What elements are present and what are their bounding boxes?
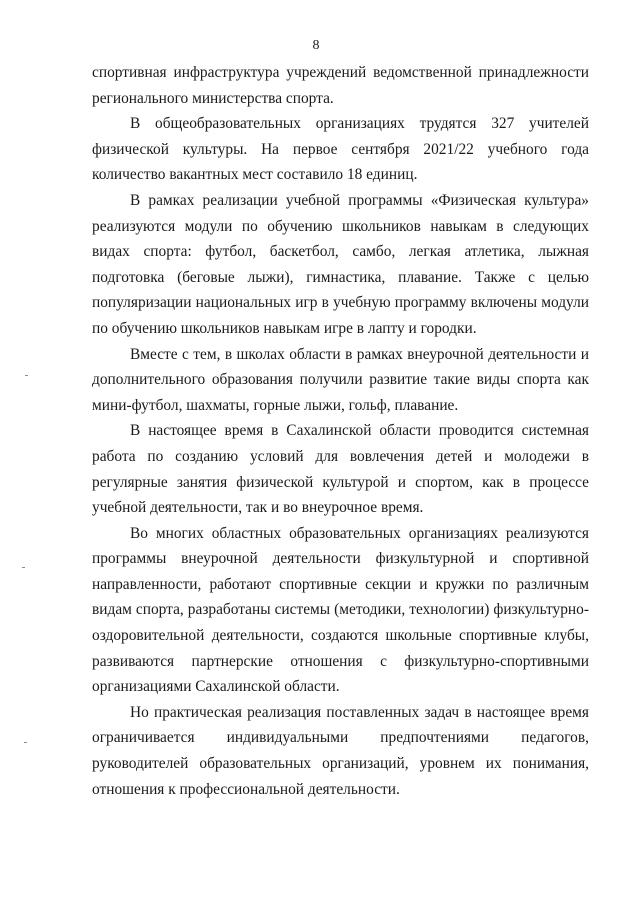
page-number: 8 xyxy=(312,38,320,53)
scan-speck xyxy=(25,375,28,376)
body-text xyxy=(92,60,589,802)
paragraph-2: В общеобразовательных организациях трудятся 327 учителей физической культуры. На первое сентября 2021/22 учебного года количество вакантных мест составило 18 единиц. xyxy=(92,115,589,184)
paragraph-7: Но практическая реализация поставленных задач в настоящее время ограничивается индивидуальными предпочтениями педагогов, руководителей образовательных организаций, уровнем их понимания, отношения к профессиональной деятельности. xyxy=(92,703,589,798)
scan-speck xyxy=(24,742,27,743)
paragraph-3: В рамках реализации учебной программы «Физическая культура» реализуются модули по обучению школьников навыкам в следующих видах спорта: футбол, баскетбол, самбо, легкая атлетика, лыжная подготовка (беговые лыжи), гимнастика, плавание. Также с целью популяризации национальных игр в учебную программу включены модули по обучению школьников навыкам игре в лапту и городки. xyxy=(92,191,589,337)
paragraph-6: Во многих областных образовательных организациях реализуются программы внеурочной деятельности физкультурной и спортивной направленности, работают спортивные секции и кружки по различным видам спорта, разработаны системы (методики, технологии) физкультурно-оздоровительной деятельности, создаются школьные спортивные клубы, развиваются партнерские отношения с физкультурно-спортивными организациями Сахалинской области. xyxy=(92,524,589,696)
paragraph-4: Вместе с тем, в школах области в рамках внеурочной деятельности и дополнительного образования получили развитие такие виды спорта как мини-футбол, шахматы, горные лыжи, гольф, плавание. xyxy=(92,345,589,414)
scan-speck xyxy=(22,567,25,568)
paragraph-1: спортивная инфраструктура учреждений ведомственной принадлежности регионального министерства спорта. xyxy=(92,64,589,107)
paragraph-5: В настоящее время в Сахалинской области проводится системная работа по созданию условий для вовлечения детей и молодежи в регулярные занятия физической культурой и спортом, как в процессе учебной деятельности, так и во внеурочное время. xyxy=(92,422,589,517)
